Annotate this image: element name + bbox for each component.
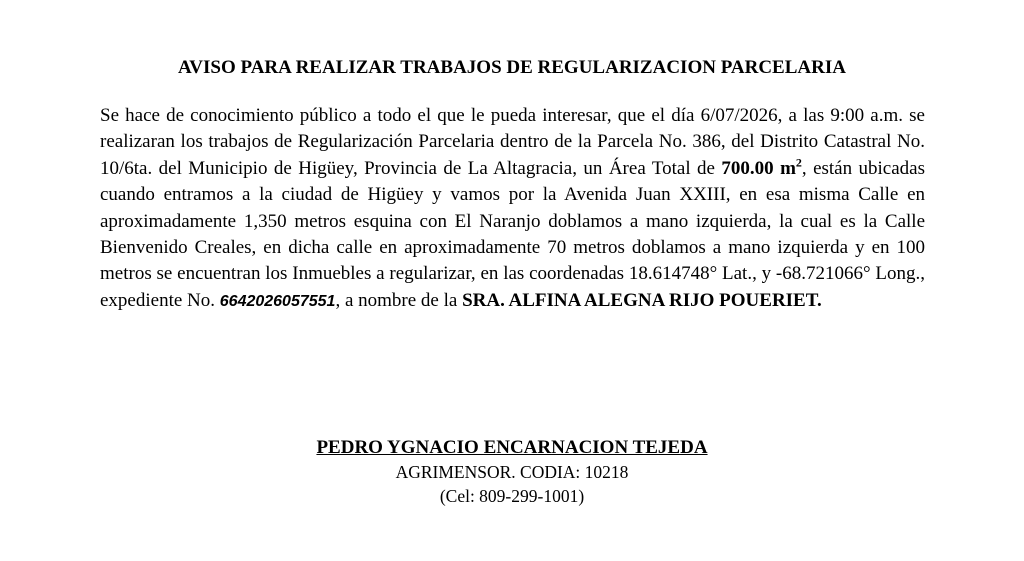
notice-body: [100, 103, 925, 315]
signature-block: [0, 436, 1024, 508]
body-text-part2: , están ubicadas cuando entramos a la ciudad de Higüey y vamos por la Avenida Juan XXIII, en esa misma Calle en aproximadamente 1,350 metros esquina con El Naranjo doblamos a mano izquierda, la cual es la Calle Bienvenido Creales, en dicha calle en aproximadamente 70 metros doblamos a mano izquierda y en 100 metros se encuentran los Inmuebles a regularizar, en las coordenadas 18.614748° Lat., y -68.721066° Long., expediente No.: [100, 157, 925, 311]
owner-name: SRA. ALFINA ALEGNA RIJO POUERIET.: [462, 289, 822, 311]
expediente-number: 6642026057551: [219, 292, 336, 310]
body-text-part1: Se hace de conocimiento público a todo el que le pueda interesar, que el día 6/07/2026, a las 9:00 a.m. se realizaran los trabajos de Regularización Parcelaria dentro de la Parcela No. 386, del Distrito Catastral No. 10/6ta. del Municipio de Higüey, Provincia de La Altagracia, un Área Total de: [100, 105, 925, 179]
notice-title: AVISO PARA REALIZAR TRABAJOS DE REGULARIZACION PARCELARIA: [178, 57, 846, 78]
area-superscript: 2: [795, 155, 802, 170]
area-value: 700.00 m: [721, 157, 796, 179]
signer-name: PEDRO YGNACIO ENCARNACION TEJEDA: [316, 437, 708, 458]
signer-phone: (Cel: 809-299-1001): [439, 486, 585, 506]
body-text-part3: , a nombre de la: [335, 289, 463, 311]
signer-title: AGRIMENSOR. CODIA: 10218: [395, 462, 629, 482]
